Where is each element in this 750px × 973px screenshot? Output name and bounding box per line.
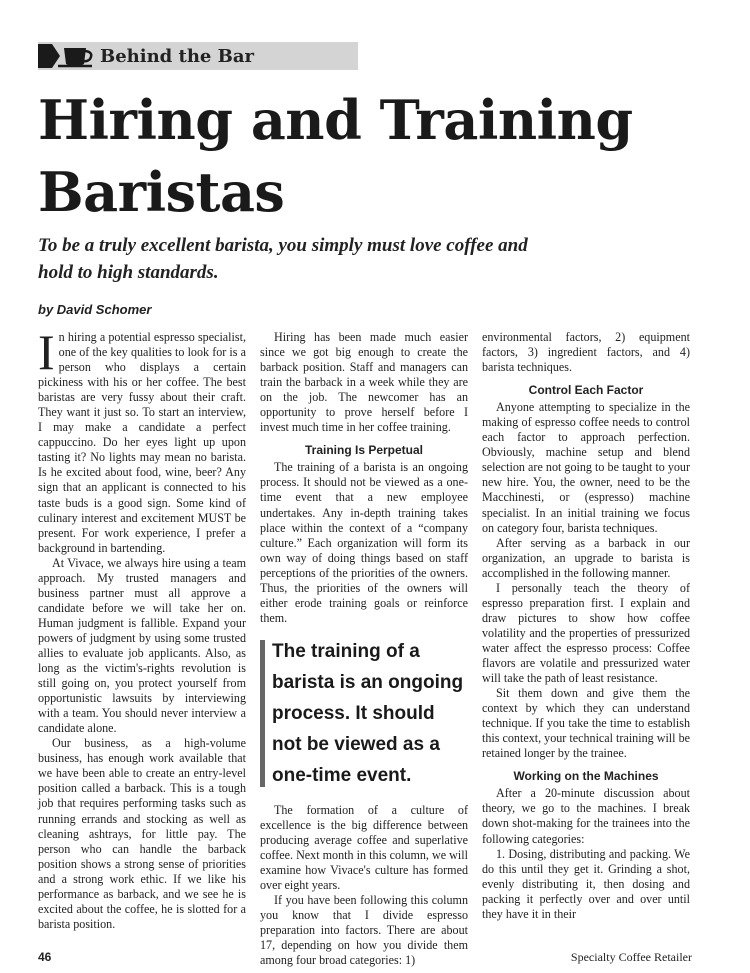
publication-name: Specialty Coffee Retailer [570,950,692,964]
subhead-training-perpetual: Training Is Perpetual [304,443,424,458]
section-banner [38,42,358,70]
article-title [38,84,728,228]
paragraph: Our business, as a high-volume business, has enough work available that we have been able to create an entry-level position called a barback. This is a tough job that requires performing tasks such as running errands and stocking as well as cleaning ashtrays, for little pay. The person who can handle the barback position shows a strong sense of priorities and a strong work ethic. If we like his performance as barback, and we see he is excited about the coffee, he is slotted for a barista position. [38,736,246,931]
title-line-2: Baristas [38,160,285,224]
paragraph: After a 20-minute discussion about theory, we go to the machines. I break down shot-making for the trainees into the following categories: [482,786,690,846]
pull-quote [260,636,468,791]
paragraph: environmental factors, 2) equipment factors, 3) ingredient factors, and 4) barista techniques. [482,330,690,375]
column-3 [482,330,690,922]
paragraph: At Vivace, we always hire using a team approach. My trusted managers and business partner must all approve a candidate before we will take her on. Human judgment is fallible. Expand your powers of judgment by using some trusted allies to evaluate job applicants. Also, as long as the victim's-rights revolution is still going on, you protect yourself from opportunistic lawsuits by interviewing with a team. You should never interview a candidate alone. [38,555,246,736]
subhead-control-each-factor: Control Each Factor [528,383,644,398]
column-1 [38,324,246,932]
paragraph: 1. Dosing, distributing and packing. We do this until they get it. Grinding a shot, evenly distributing it, then dosing and packing it perfectly over and over until they have it in their [482,846,690,921]
pull-quote-bar [260,640,265,787]
deck-line-1: To be a truly excellent barista, you simply must love coffee and [38,235,528,256]
paragraph: Hiring has been made much easier since we got big enough to create the barback position. Staff and managers can train the barback in a week while they are on the job. The newcomer has an opportunity to prove herself before I invest much time in her coffee training. [260,330,468,435]
drop-cap: I [38,324,55,380]
section-label: Behind the Bar [100,45,255,67]
paragraph: After serving as a barback in our organization, an upgrade to barista is accomplished in the following manner. [482,535,690,580]
column-2 [260,330,468,968]
paragraph: The formation of a culture of excellence is the big difference between producing average coffee and superlative coffee. Next month in this column, we will examine how Vivace's culture has formed over eight years. [260,802,468,893]
paragraph: Anyone attempting to specialize in the making of espresso coffee needs to control each factor to approach perfection. Obviously, machine setup and blend selection are not going to be taught to your new hire. You, the owner, need to be the Macchinesti, or (espresso) machine specialist. In an initial training we focus on category four, barista techniques. [482,400,690,535]
paragraph: If you have been following this column you know that I divide espresso preparation into factors. There are about 17, depending on how you divide them among four broad categories: 1) [260,893,468,968]
paragraph: I personally teach the theory of espresso preparation first. I explain and draw pictures to show how coffee volatility and the properties of pressurized water affect the espresso process: Coffee flavors are volatile and pressurized water will take the path of least resistance. [482,580,690,686]
pull-quote-text: The training of a barista is an ongoing process. It should not be viewed as a one-time event. [272,640,464,786]
byline: by David Schomer [38,302,152,317]
coffee-cup-icon [38,42,98,70]
paragraph: In hiring a potential espresso specialist, one of the key qualities to look for is a person who displays a certain pickiness with his or her coffee. The best baristas are very fussy about their craft. They want it just so. To start an interview, I may make a candidate a perfect cappuccino. Do her eyes light up upon tasting it? No lights may mean no barista. Is he excited about food, wine, beer? Any sign that an applicant is connected to his taste buds is a good sign. Some kind of culinary interest and excitement MUST be present. For work experience, I prefer a background in bartending. [38,324,246,555]
paragraph: Sit them down and give them the context by which they can understand technique. If you take the time to establish this context, your technical training will be retained longer by the trainee. [482,686,690,761]
paragraph: The training of a barista is an ongoing process. It should not be viewed as a one-time event that a new employee undertakes. Any in-depth training takes place within the context of a “company culture.” Each organization will form its own way of doing things based on staff perceptions of the priorities of the owners. Thus, the priorities of the owners will either erode training goals or reinforce them. [260,460,468,625]
article-deck [38,232,678,286]
page-number: 46 [38,950,52,964]
title-line-1: Hiring and Training [38,88,633,152]
deck-line-2: hold to high standards. [38,262,219,283]
subhead-working-machines: Working on the Machines [513,769,659,784]
